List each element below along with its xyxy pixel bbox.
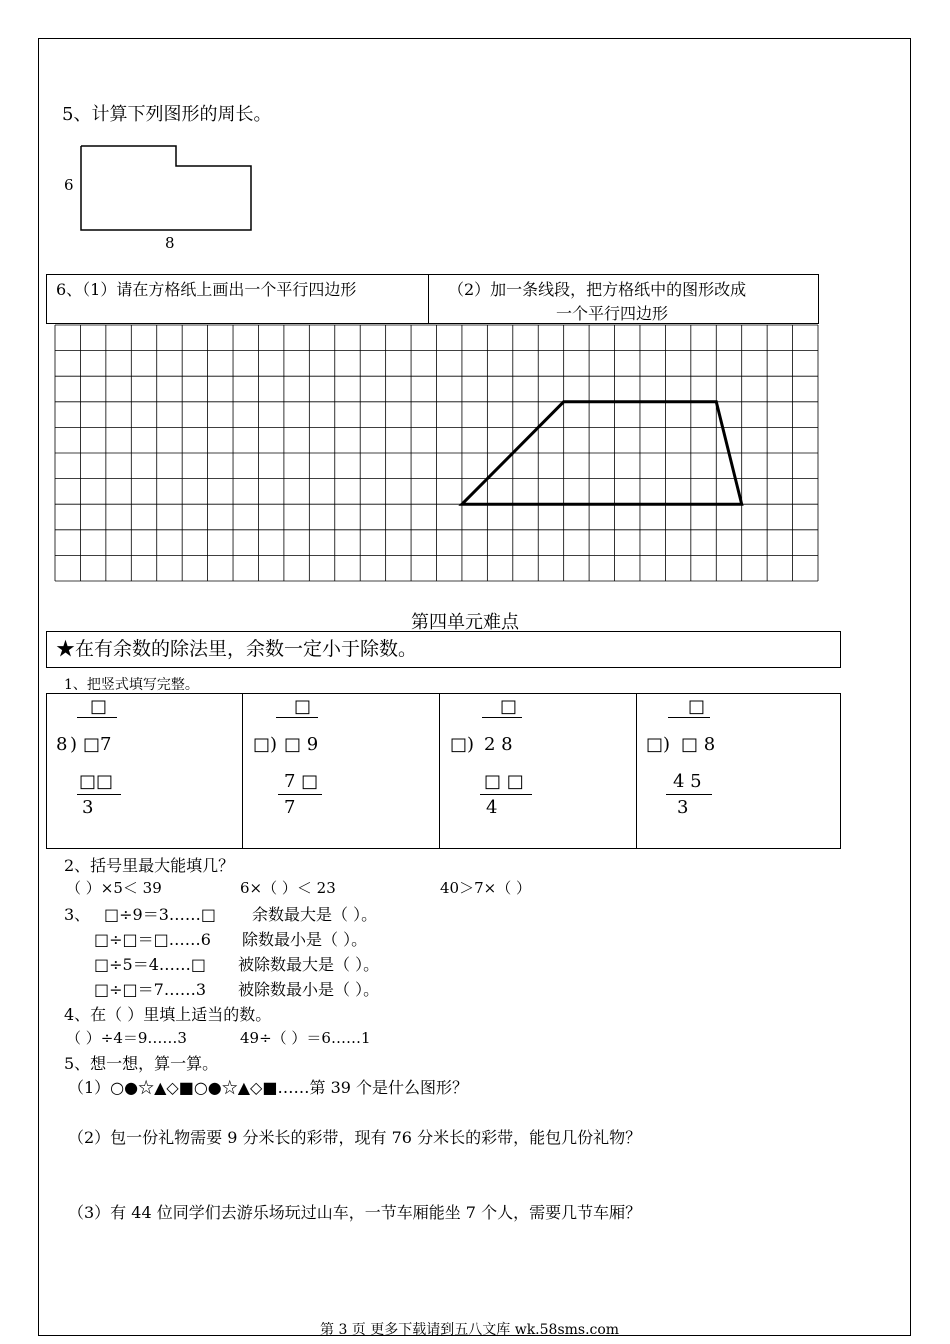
q3-row-1-ask: 余数最大是（ ）。 xyxy=(252,905,378,924)
q3-row-4-ask: 被除数最小是（ ）。 xyxy=(238,980,380,999)
dividend: □7 xyxy=(83,734,112,755)
v1-title: 1、把竖式填写完整。 xyxy=(64,677,199,693)
q6-right-text-1: （2）加一条线段，把方格纸中的图形改成 xyxy=(448,280,747,299)
q3-row-3-ask: 被除数最大是（ ）。 xyxy=(238,955,380,974)
remainder: 7 xyxy=(284,797,296,818)
q5b-problem-1: （1）○●☆▲◇■○●☆▲◇■……第 39 个是什么图形？ xyxy=(68,1078,469,1097)
key-point: ★在有余数的除法里，余数一定小于除数。 xyxy=(56,638,418,660)
vertical-division-table xyxy=(46,693,841,849)
quotient-box: □ xyxy=(688,696,706,717)
remainder: 3 xyxy=(82,797,94,818)
product: □ □ xyxy=(484,771,524,792)
q5b-problem-3: （3）有 44 位同学们去游乐场玩过山车，一节车厢能坐 7 个人，需要几节车厢？ xyxy=(68,1203,642,1222)
unit-title: 第四单元难点 xyxy=(411,612,519,633)
q3-row-1-eq: □÷9＝3……□ xyxy=(104,905,217,924)
q4-title: 4、在（ ）里填上适当的数。 xyxy=(64,1005,272,1024)
q6-left-text: 6、（1）请在方格纸上画出一个平行四边形 xyxy=(56,280,357,299)
label-height: 6 xyxy=(64,176,74,194)
q5b-problem-2: （2）包一份礼物需要 9 分米长的彩带，现有 76 分米长的彩带，能包几份礼物？ xyxy=(68,1128,642,1147)
product: □□ xyxy=(79,771,114,792)
q6-right-text-2: 一个平行四边形 xyxy=(556,304,669,323)
q3-row-2-ask: 除数最小是（ ）。 xyxy=(242,930,368,949)
q4-item-1: （ ）÷4＝9……3 xyxy=(66,1029,187,1047)
divisor: □ xyxy=(646,734,664,755)
quotient-box: □ xyxy=(500,696,518,717)
q2-item-1: （ ）×5＜ 39 xyxy=(66,879,162,897)
dividend: 2 8 xyxy=(484,734,513,755)
q2-title: 2、括号里最大能填几？ xyxy=(64,856,235,875)
divisor: □ xyxy=(253,734,271,755)
divisor: □ xyxy=(450,734,468,755)
divisor: 8 xyxy=(56,734,68,755)
q5-title: 5、计算下列图形的周长。 xyxy=(62,104,272,125)
q3-row-4-eq: □÷□＝7……3 xyxy=(94,980,207,999)
product: 4 5 xyxy=(673,771,702,792)
remainder: 4 xyxy=(486,797,498,818)
dividend: □ 9 xyxy=(284,734,319,755)
q3-prefix: 3、 xyxy=(64,905,91,924)
q3-row-2-eq: □÷□＝□……6 xyxy=(94,930,211,949)
q4-item-2: 49÷（ ）＝6……1 xyxy=(240,1029,371,1047)
grid-paper xyxy=(0,0,950,600)
footer: 第 3 页 更多下载请到五八文库 wk.58sms.com xyxy=(320,1322,620,1338)
quotient-box: □ xyxy=(90,696,108,717)
q2-item-3: 40＞7×（ ） xyxy=(440,879,531,897)
remainder: 3 xyxy=(677,797,689,818)
quotient-box: □ xyxy=(294,696,312,717)
dividend: □ 8 xyxy=(681,734,716,755)
q3-row-3-eq: □÷5＝4……□ xyxy=(94,955,207,974)
label-width: 8 xyxy=(165,234,175,252)
q5b-title: 5、想一想，算一算。 xyxy=(64,1054,219,1073)
q2-item-2: 6×（ ）＜ 23 xyxy=(240,879,336,897)
product: 7 □ xyxy=(284,771,319,792)
